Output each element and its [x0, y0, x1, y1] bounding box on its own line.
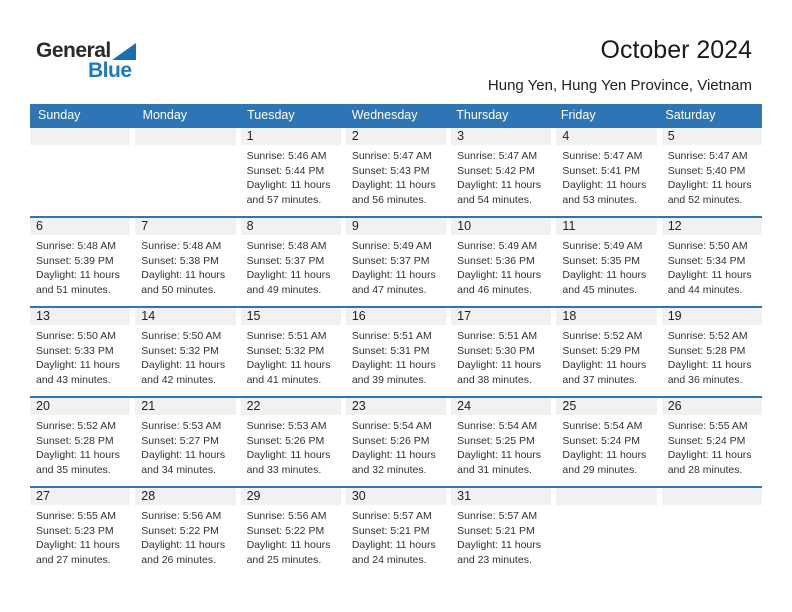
- day-cell-14: [135, 308, 235, 396]
- detail-line: Sunrise: 5:48 AM: [246, 240, 327, 252]
- day-cell-15: [241, 308, 341, 396]
- day-number: 21: [135, 398, 235, 415]
- day-number: 29: [241, 488, 341, 505]
- day-number: 18: [556, 308, 656, 325]
- detail-line: Sunrise: 5:53 AM: [246, 420, 327, 432]
- day-sun-details: [241, 505, 341, 567]
- day-cell-28: [135, 488, 235, 576]
- detail-line: and 50 minutes.: [141, 283, 216, 296]
- detail-line: Sunset: 5:22 PM: [141, 524, 219, 537]
- detail-line: Daylight: 11 hours: [141, 269, 226, 281]
- detail-line: and 25 minutes.: [246, 553, 322, 566]
- day-sun-details: [662, 325, 762, 387]
- detail-line: Daylight: 11 hours: [351, 359, 436, 371]
- weekday-header-row: [30, 104, 762, 126]
- detail-line: and 51 minutes.: [36, 283, 111, 296]
- detail-line: and 32 minutes.: [351, 463, 427, 476]
- detail-line: Sunrise: 5:57 AM: [351, 510, 432, 522]
- detail-line: Daylight: 11 hours: [246, 539, 331, 551]
- day-cell-11: [556, 218, 656, 306]
- detail-line: Daylight: 11 hours: [457, 359, 541, 371]
- day-sun-details: [135, 145, 235, 149]
- day-number: 17: [451, 308, 551, 325]
- detail-line: Sunset: 5:43 PM: [351, 164, 430, 177]
- day-sun-details: [135, 325, 235, 387]
- detail-line: and 37 minutes.: [562, 373, 638, 386]
- detail-line: and 28 minutes.: [667, 463, 743, 476]
- detail-line: and 24 minutes.: [351, 553, 427, 566]
- day-number: 13: [30, 308, 130, 325]
- detail-line: and 39 minutes.: [351, 373, 427, 386]
- day-sun-details: [135, 235, 235, 297]
- day-sun-details: [451, 505, 551, 567]
- detail-line: Sunset: 5:27 PM: [141, 434, 219, 447]
- weekday-label-thursday: Thursday: [456, 108, 509, 122]
- detail-line: Sunrise: 5:48 AM: [36, 240, 116, 252]
- detail-line: and 56 minutes.: [351, 193, 427, 206]
- day-cell-18: [556, 308, 656, 396]
- detail-line: Sunrise: 5:49 AM: [562, 240, 643, 252]
- detail-line: Sunset: 5:21 PM: [457, 524, 535, 537]
- detail-line: Daylight: 11 hours: [351, 179, 436, 191]
- detail-line: and 36 minutes.: [667, 373, 743, 386]
- detail-line: Sunset: 5:28 PM: [667, 344, 746, 357]
- day-sun-details: [346, 505, 446, 567]
- day-number: 7: [135, 218, 235, 235]
- detail-line: Sunset: 5:37 PM: [351, 254, 430, 267]
- day-sun-details: [451, 325, 551, 387]
- day-cell-27: [30, 488, 130, 576]
- day-cell-20: [30, 398, 130, 486]
- day-sun-details: [662, 235, 762, 297]
- day-sun-details: [241, 415, 341, 477]
- detail-line: and 26 minutes.: [141, 553, 216, 566]
- page-title: October 2024: [600, 36, 752, 64]
- day-number: 28: [135, 488, 235, 505]
- day-cell-1: [241, 128, 341, 216]
- detail-line: Sunset: 5:34 PM: [667, 254, 746, 267]
- detail-line: Sunrise: 5:54 AM: [457, 420, 538, 432]
- detail-line: Daylight: 11 hours: [667, 269, 752, 281]
- day-number: 1: [241, 128, 341, 145]
- detail-line: Sunrise: 5:52 AM: [667, 330, 748, 342]
- detail-line: Sunrise: 5:47 AM: [562, 150, 643, 162]
- weekday-label-friday: Friday: [560, 108, 596, 122]
- detail-line: Daylight: 11 hours: [246, 179, 331, 191]
- detail-line: Sunset: 5:36 PM: [457, 254, 535, 267]
- day-sun-details: [30, 505, 130, 567]
- detail-line: Sunset: 5:32 PM: [141, 344, 219, 357]
- week-row: [30, 216, 762, 306]
- day-sun-details: [30, 235, 130, 297]
- detail-line: Sunrise: 5:47 AM: [457, 150, 538, 162]
- detail-line: Daylight: 11 hours: [36, 269, 120, 281]
- detail-line: Daylight: 11 hours: [457, 269, 541, 281]
- detail-line: Sunset: 5:28 PM: [36, 434, 114, 447]
- day-cell-9: [346, 218, 446, 306]
- day-cell-10: [451, 218, 551, 306]
- day-cell-empty: [556, 488, 656, 576]
- detail-line: Sunset: 5:35 PM: [562, 254, 641, 267]
- detail-line: Sunrise: 5:47 AM: [667, 150, 748, 162]
- detail-line: Sunrise: 5:51 AM: [351, 330, 432, 342]
- day-number: 24: [451, 398, 551, 415]
- day-number: [135, 128, 235, 145]
- day-sun-details: [556, 145, 656, 207]
- day-number: 12: [662, 218, 762, 235]
- detail-line: and 41 minutes.: [246, 373, 322, 386]
- detail-line: Sunset: 5:44 PM: [246, 164, 325, 177]
- detail-line: Sunrise: 5:47 AM: [351, 150, 432, 162]
- detail-line: Daylight: 11 hours: [562, 449, 647, 461]
- detail-line: and 31 minutes.: [457, 463, 532, 476]
- detail-line: Sunset: 5:32 PM: [246, 344, 325, 357]
- detail-line: Daylight: 11 hours: [351, 539, 436, 551]
- day-number: 22: [241, 398, 341, 415]
- detail-line: and 54 minutes.: [457, 193, 532, 206]
- calendar: [30, 104, 762, 576]
- detail-line: Sunrise: 5:55 AM: [667, 420, 748, 432]
- day-sun-details: [135, 505, 235, 567]
- day-number: [662, 488, 762, 505]
- day-sun-details: [346, 145, 446, 207]
- day-sun-details: [556, 235, 656, 297]
- day-cell-5: [662, 128, 762, 216]
- logo-text-blue: Blue: [88, 59, 132, 82]
- detail-line: and 57 minutes.: [246, 193, 322, 206]
- day-sun-details: [451, 235, 551, 297]
- detail-line: Sunset: 5:29 PM: [562, 344, 641, 357]
- weekday-label-wednesday: Wednesday: [351, 108, 418, 122]
- detail-line: Sunrise: 5:50 AM: [36, 330, 116, 342]
- detail-line: Sunset: 5:39 PM: [36, 254, 114, 267]
- day-sun-details: [30, 415, 130, 477]
- detail-line: Daylight: 11 hours: [562, 359, 647, 371]
- day-cell-empty: [135, 128, 235, 216]
- week-row: [30, 486, 762, 576]
- day-number: 27: [30, 488, 130, 505]
- day-cell-7: [135, 218, 235, 306]
- day-number: 16: [346, 308, 446, 325]
- day-sun-details: [241, 325, 341, 387]
- detail-line: Sunset: 5:37 PM: [246, 254, 325, 267]
- detail-line: Sunset: 5:21 PM: [351, 524, 430, 537]
- logo-text-general: General: [36, 39, 111, 62]
- day-number: 20: [30, 398, 130, 415]
- detail-line: Sunset: 5:26 PM: [351, 434, 430, 447]
- detail-line: and 43 minutes.: [36, 373, 111, 386]
- day-number: 23: [346, 398, 446, 415]
- day-cell-6: [30, 218, 130, 306]
- day-cell-4: [556, 128, 656, 216]
- detail-line: Sunrise: 5:50 AM: [667, 240, 748, 252]
- detail-line: Sunset: 5:23 PM: [36, 524, 114, 537]
- detail-line: Daylight: 11 hours: [36, 539, 120, 551]
- detail-line: and 45 minutes.: [562, 283, 638, 296]
- detail-line: Daylight: 11 hours: [457, 449, 541, 461]
- day-sun-details: [346, 325, 446, 387]
- detail-line: Daylight: 11 hours: [246, 269, 331, 281]
- day-cell-25: [556, 398, 656, 486]
- day-number: 19: [662, 308, 762, 325]
- detail-line: Daylight: 11 hours: [246, 359, 331, 371]
- detail-line: Sunset: 5:42 PM: [457, 164, 535, 177]
- day-sun-details: [241, 145, 341, 207]
- detail-line: Daylight: 11 hours: [36, 449, 120, 461]
- day-sun-details: [346, 415, 446, 477]
- detail-line: and 23 minutes.: [457, 553, 532, 566]
- detail-line: Daylight: 11 hours: [457, 539, 541, 551]
- day-number: 6: [30, 218, 130, 235]
- day-number: 26: [662, 398, 762, 415]
- detail-line: and 27 minutes.: [36, 553, 111, 566]
- detail-line: Sunrise: 5:46 AM: [246, 150, 327, 162]
- detail-line: Sunset: 5:40 PM: [667, 164, 746, 177]
- detail-line: Sunset: 5:30 PM: [457, 344, 535, 357]
- detail-line: Daylight: 11 hours: [36, 359, 120, 371]
- detail-line: Sunset: 5:25 PM: [457, 434, 535, 447]
- weekday-label-monday: Monday: [142, 108, 188, 122]
- detail-line: Sunrise: 5:56 AM: [141, 510, 222, 522]
- day-cell-22: [241, 398, 341, 486]
- day-number: 15: [241, 308, 341, 325]
- detail-line: and 46 minutes.: [457, 283, 532, 296]
- detail-line: and 35 minutes.: [36, 463, 111, 476]
- detail-line: Sunrise: 5:49 AM: [457, 240, 538, 252]
- detail-line: Sunset: 5:26 PM: [246, 434, 325, 447]
- detail-line: Sunrise: 5:48 AM: [141, 240, 222, 252]
- detail-line: Sunset: 5:31 PM: [351, 344, 430, 357]
- day-sun-details: [451, 145, 551, 207]
- detail-line: Sunset: 5:41 PM: [562, 164, 641, 177]
- weekday-label-saturday: Saturday: [665, 108, 716, 122]
- day-number: 3: [451, 128, 551, 145]
- detail-line: Daylight: 11 hours: [351, 269, 436, 281]
- day-cell-12: [662, 218, 762, 306]
- day-cell-8: [241, 218, 341, 306]
- detail-line: Daylight: 11 hours: [562, 179, 647, 191]
- day-cell-empty: [30, 128, 130, 216]
- detail-line: and 53 minutes.: [562, 193, 638, 206]
- detail-line: Sunrise: 5:54 AM: [351, 420, 432, 432]
- detail-line: Daylight: 11 hours: [141, 539, 226, 551]
- detail-line: Daylight: 11 hours: [667, 179, 752, 191]
- day-number: 8: [241, 218, 341, 235]
- logo-triangle-icon: [112, 43, 136, 60]
- day-cell-23: [346, 398, 446, 486]
- day-number: [556, 488, 656, 505]
- detail-line: Daylight: 11 hours: [246, 449, 331, 461]
- day-cell-29: [241, 488, 341, 576]
- detail-line: Sunrise: 5:54 AM: [562, 420, 643, 432]
- day-cell-16: [346, 308, 446, 396]
- day-cell-24: [451, 398, 551, 486]
- detail-line: and 38 minutes.: [457, 373, 532, 386]
- day-sun-details: [662, 415, 762, 477]
- general-blue-logo: [36, 40, 156, 80]
- page-location: Hung Yen, Hung Yen Province, Vietnam: [487, 77, 752, 94]
- detail-line: Daylight: 11 hours: [667, 359, 752, 371]
- week-row: [30, 126, 762, 216]
- day-sun-details: [556, 505, 656, 509]
- detail-line: Daylight: 11 hours: [667, 449, 752, 461]
- detail-line: Sunset: 5:24 PM: [562, 434, 641, 447]
- day-sun-details: [241, 235, 341, 297]
- weekday-label-sunday: Sunday: [38, 108, 81, 122]
- day-number: 30: [346, 488, 446, 505]
- day-sun-details: [556, 415, 656, 477]
- detail-line: Sunrise: 5:57 AM: [457, 510, 538, 522]
- day-cell-3: [451, 128, 551, 216]
- detail-line: Sunrise: 5:51 AM: [457, 330, 538, 342]
- detail-line: Sunset: 5:33 PM: [36, 344, 114, 357]
- detail-line: Sunset: 5:22 PM: [246, 524, 325, 537]
- day-number: 2: [346, 128, 446, 145]
- day-sun-details: [30, 325, 130, 387]
- detail-line: Sunrise: 5:52 AM: [36, 420, 116, 432]
- detail-line: Sunset: 5:38 PM: [141, 254, 219, 267]
- day-sun-details: [346, 235, 446, 297]
- detail-line: Sunrise: 5:50 AM: [141, 330, 222, 342]
- day-cell-13: [30, 308, 130, 396]
- day-number: 11: [556, 218, 656, 235]
- detail-line: and 33 minutes.: [246, 463, 322, 476]
- detail-line: Sunrise: 5:52 AM: [562, 330, 643, 342]
- detail-line: Sunset: 5:24 PM: [667, 434, 746, 447]
- calendar-weeks: [30, 126, 762, 576]
- day-sun-details: [30, 145, 130, 149]
- detail-line: Daylight: 11 hours: [141, 449, 226, 461]
- detail-line: and 42 minutes.: [141, 373, 216, 386]
- day-number: 5: [662, 128, 762, 145]
- detail-line: Sunrise: 5:49 AM: [351, 240, 432, 252]
- day-sun-details: [662, 145, 762, 207]
- detail-line: and 34 minutes.: [141, 463, 216, 476]
- day-cell-26: [662, 398, 762, 486]
- day-cell-31: [451, 488, 551, 576]
- day-sun-details: [556, 325, 656, 387]
- day-number: 9: [346, 218, 446, 235]
- detail-line: Sunrise: 5:56 AM: [246, 510, 327, 522]
- detail-line: and 49 minutes.: [246, 283, 322, 296]
- day-number: [30, 128, 130, 145]
- day-sun-details: [662, 505, 762, 509]
- weekday-label-tuesday: Tuesday: [247, 108, 295, 122]
- detail-line: Daylight: 11 hours: [351, 449, 436, 461]
- detail-line: Daylight: 11 hours: [457, 179, 541, 191]
- day-sun-details: [135, 415, 235, 477]
- day-number: 10: [451, 218, 551, 235]
- detail-line: Sunrise: 5:51 AM: [246, 330, 327, 342]
- detail-line: Daylight: 11 hours: [141, 359, 226, 371]
- day-cell-2: [346, 128, 446, 216]
- detail-line: Sunrise: 5:53 AM: [141, 420, 222, 432]
- day-cell-empty: [662, 488, 762, 576]
- day-cell-21: [135, 398, 235, 486]
- day-cell-17: [451, 308, 551, 396]
- detail-line: Daylight: 11 hours: [562, 269, 647, 281]
- detail-line: and 44 minutes.: [667, 283, 743, 296]
- day-cell-30: [346, 488, 446, 576]
- detail-line: and 52 minutes.: [667, 193, 743, 206]
- day-number: 14: [135, 308, 235, 325]
- day-number: 31: [451, 488, 551, 505]
- week-row: [30, 306, 762, 396]
- day-sun-details: [451, 415, 551, 477]
- day-number: 4: [556, 128, 656, 145]
- day-cell-19: [662, 308, 762, 396]
- detail-line: Sunrise: 5:55 AM: [36, 510, 116, 522]
- day-number: 25: [556, 398, 656, 415]
- week-row: [30, 396, 762, 486]
- detail-line: and 29 minutes.: [562, 463, 638, 476]
- detail-line: and 47 minutes.: [351, 283, 427, 296]
